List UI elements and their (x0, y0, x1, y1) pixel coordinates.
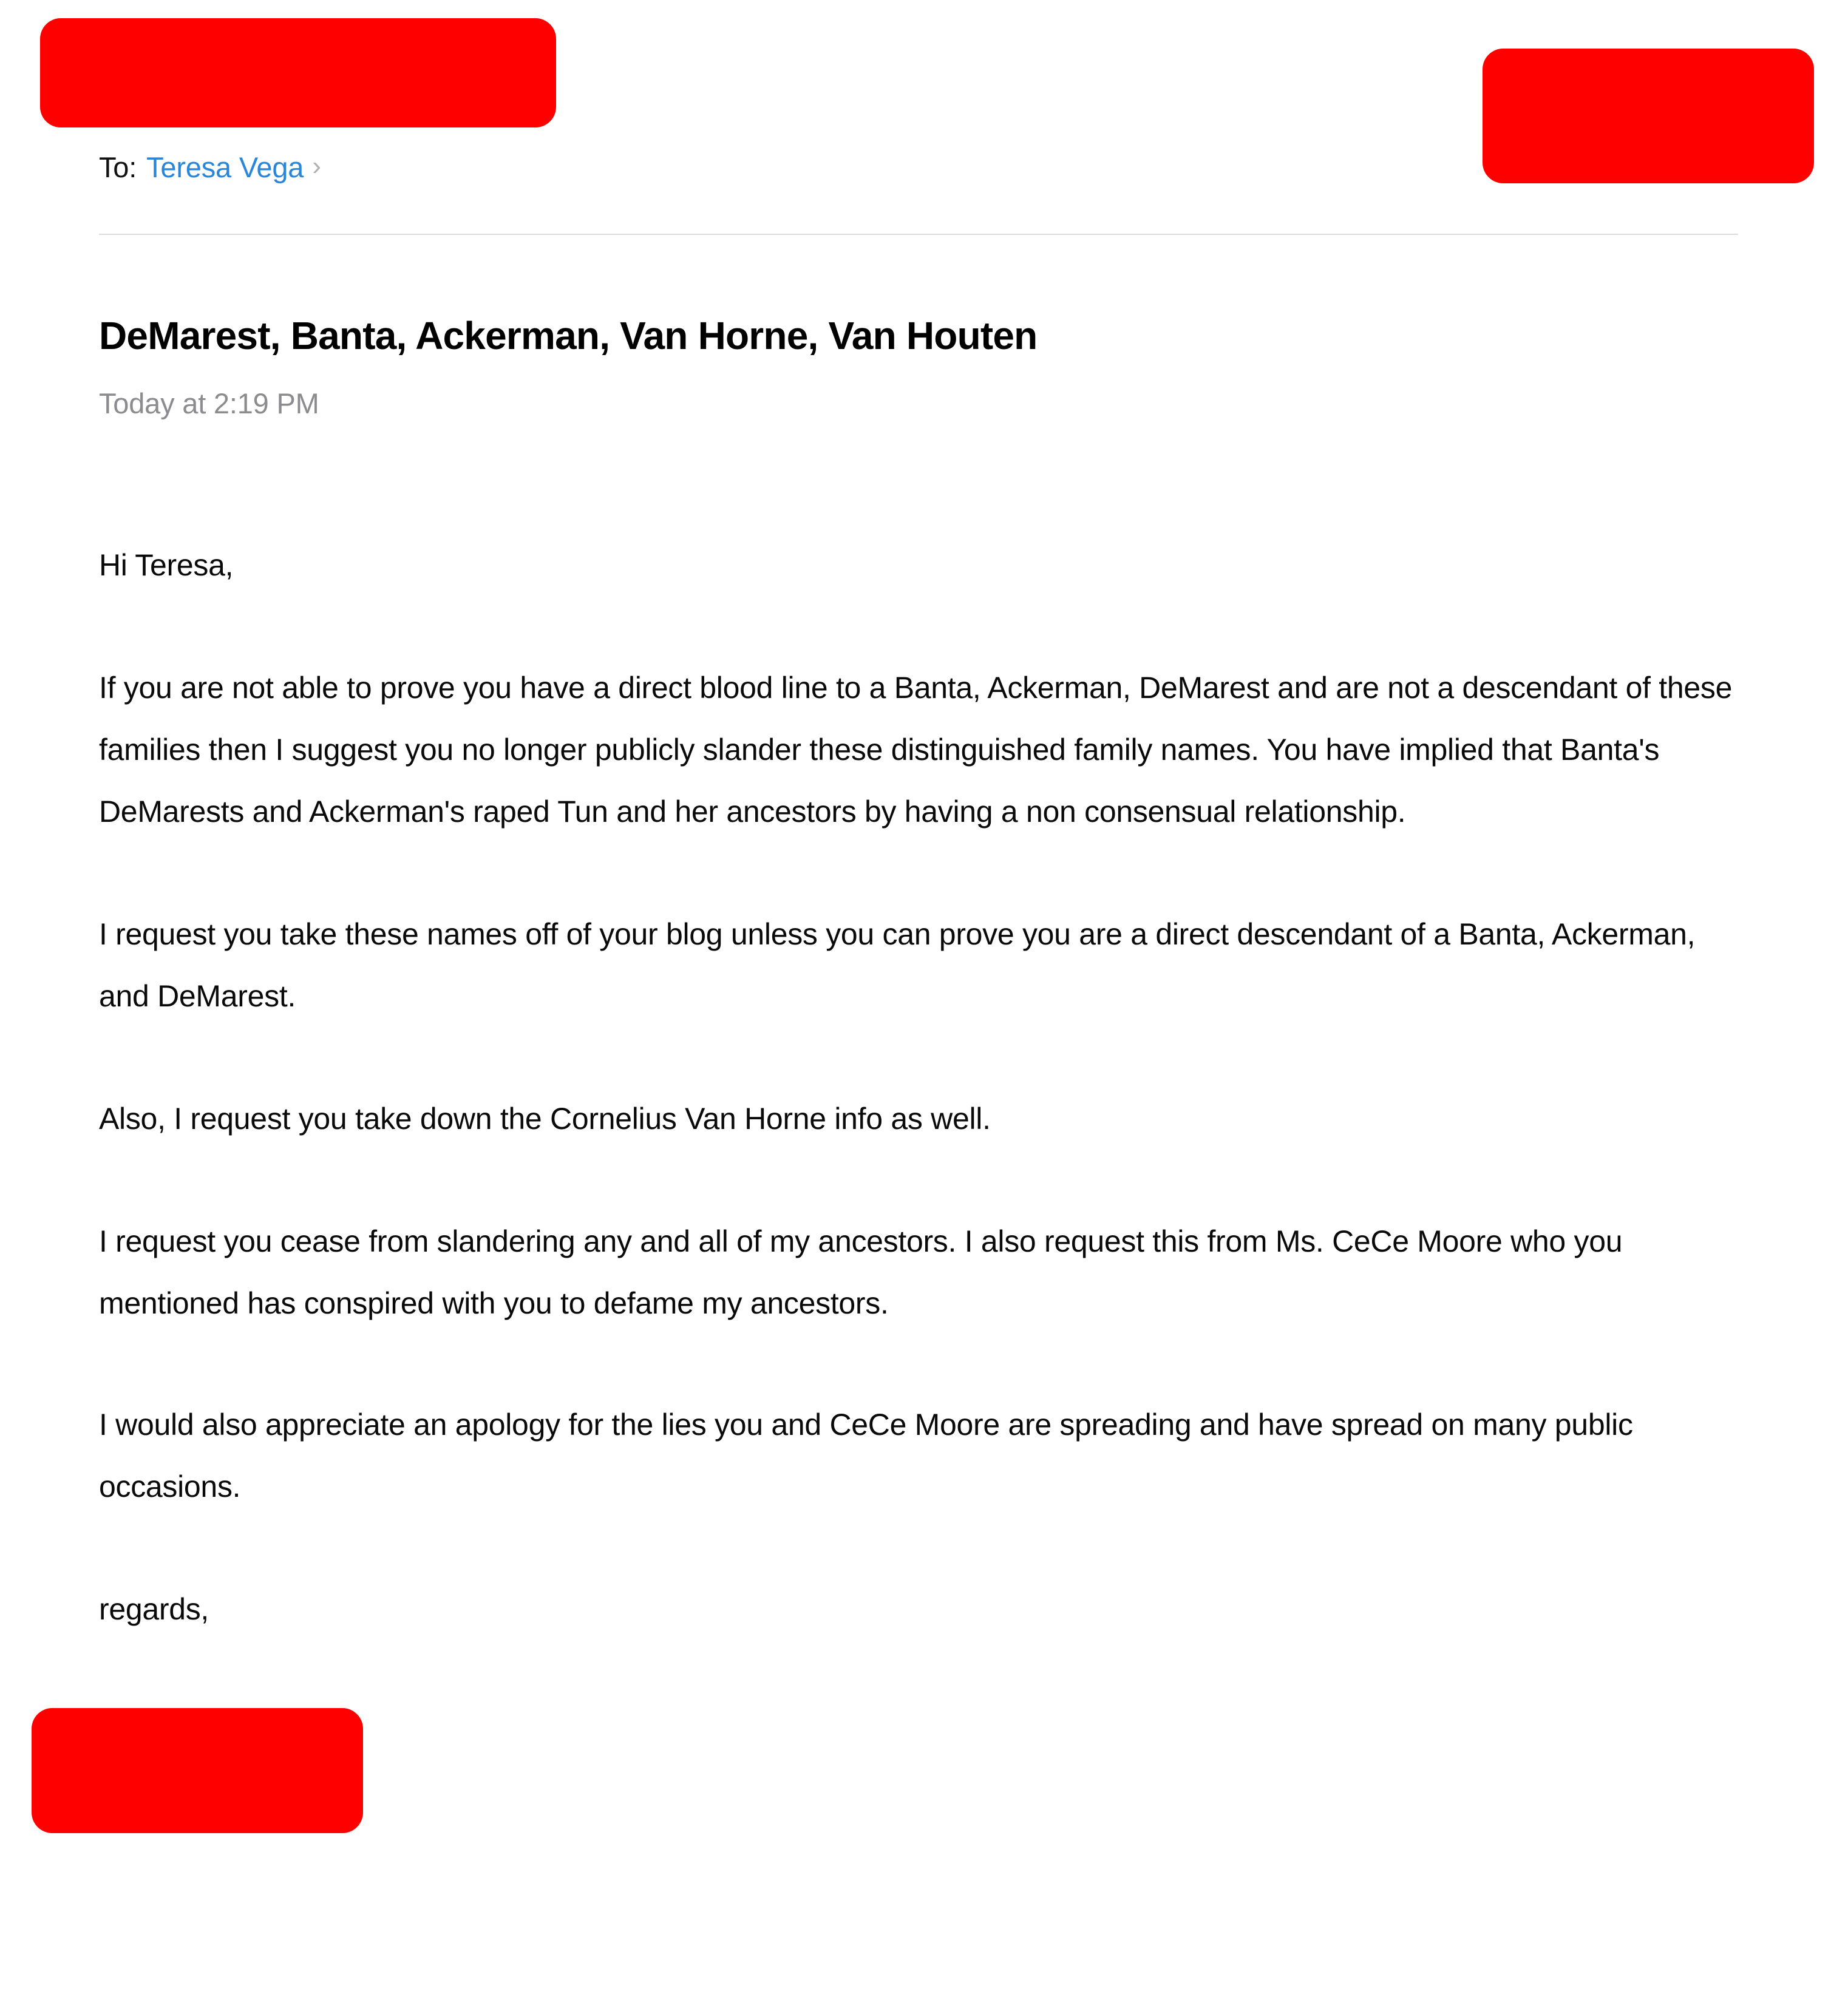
body-closing (99, 1578, 1750, 1640)
body-paragraph-3 (99, 1088, 1750, 1150)
spacer (99, 596, 1750, 657)
body-greeting (99, 534, 1750, 596)
spacer (99, 1027, 1750, 1088)
body-paragraph-2 (99, 903, 1750, 1027)
closing-text: regards, (99, 1592, 209, 1626)
redaction-block-header-right (1483, 49, 1814, 183)
paragraph-2-text: I request you take these names off of your blog unless you can prove you are a direct descendant of a Banta, Ackerman, and DeMarest. (99, 917, 1696, 1013)
paragraph-1-text: If you are not able to prove you have a direct blood line to a Banta, Ackerman, DeMarest and are not a descendant of these families then I suggest you no longer publicly slander these distinguished family names. You have implied that Banta's DeMarests and Ackerman's raped Tun and her ancestors by having a non consensual relationship. (99, 671, 1733, 829)
spacer (99, 1517, 1750, 1578)
email-body (99, 534, 1750, 1640)
spacer (99, 1334, 1750, 1394)
header-divider (99, 234, 1738, 235)
body-paragraph-1 (99, 657, 1750, 843)
redaction-block-sender (40, 18, 556, 127)
greeting-text: Hi Teresa, (99, 548, 234, 582)
paragraph-4-text: I request you cease from slandering any and all of my ancestors. I also request this from Ms. CeCe Moore who you mentioned has conspired with you to defame my ancestors. (99, 1224, 1623, 1320)
body-paragraph-4 (99, 1210, 1750, 1334)
spacer (99, 843, 1750, 903)
paragraph-3-text: Also, I request you take down the Cornelius Van Horne info as well. (99, 1102, 991, 1136)
recipient-row (99, 151, 321, 184)
chevron-right-icon[interactable]: › (312, 151, 321, 181)
recipient-name[interactable]: Teresa Vega (146, 151, 304, 183)
to-label: To: (99, 151, 137, 183)
body-paragraph-5 (99, 1394, 1750, 1517)
email-timestamp: Today at 2:19 PM (99, 387, 319, 419)
spacer (99, 1150, 1750, 1210)
redaction-block-signature (32, 1708, 363, 1833)
paragraph-5-text: I would also appreciate an apology for the lies you and CeCe Moore are spreading and have spread on many public occasions. (99, 1408, 1633, 1504)
email-subject: DeMarest, Banta, Ackerman, Van Horne, Van Houten (99, 314, 1038, 358)
